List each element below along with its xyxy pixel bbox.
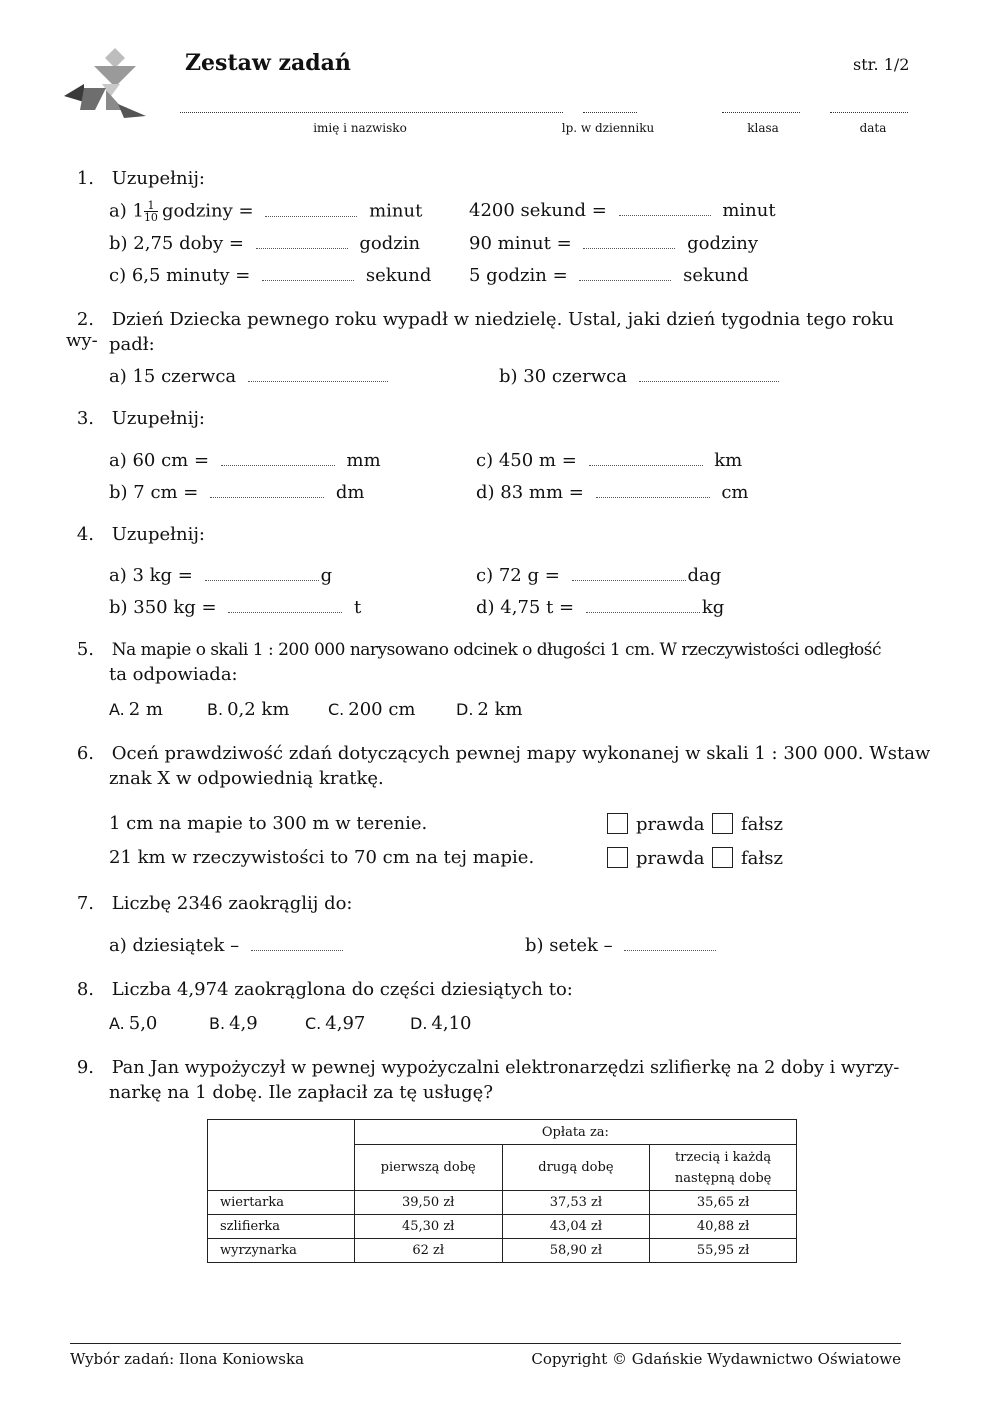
table-cell: 39,50 zł <box>354 1191 502 1215</box>
question-number: 5. <box>76 639 94 660</box>
fraction: $\frac{1}{10}$ <box>143 199 158 224</box>
table-cell: 45,30 zł <box>354 1215 502 1239</box>
checkbox[interactable] <box>712 847 733 868</box>
question-prompt-line-2: ta odpowiada: <box>109 664 238 685</box>
question-prompt: Uzupełnij: <box>111 168 205 189</box>
question-number: 7. <box>76 893 94 914</box>
q7-answer-b: b) setek – <box>525 935 716 956</box>
q5-option-a[interactable]: A. 2 m <box>109 699 163 720</box>
q5-option-d[interactable]: D. 2 km <box>456 699 523 720</box>
answer-blank[interactable] <box>572 566 686 581</box>
table-row <box>208 1239 797 1263</box>
question-1 <box>66 168 205 189</box>
q7-answer-a: a) dziesiątek – <box>109 935 343 956</box>
answer-blank[interactable] <box>256 234 348 249</box>
class-number-field-line[interactable] <box>583 112 637 113</box>
column-header: drugą dobę <box>502 1145 650 1191</box>
question-prompt-line-2: znak X w odpowiednią kratkę. <box>109 768 384 789</box>
q1-row-b-left: b) 2,75 doby = godzin <box>109 233 421 254</box>
answer-blank[interactable] <box>248 367 388 382</box>
answer-blank[interactable] <box>639 367 779 382</box>
question-number: 9. <box>76 1057 94 1078</box>
q8-option-c[interactable]: C. 4,97 <box>305 1013 366 1034</box>
answer-blank[interactable] <box>251 936 343 951</box>
q5-option-c[interactable]: C. 200 cm <box>328 699 416 720</box>
footer-copyright: Copyright © Gdańskie Wydawnictwo Oświatowe <box>531 1350 901 1368</box>
class-field-label: klasa <box>747 121 779 135</box>
rental-fees-table <box>207 1119 797 1263</box>
question-prompt-line-2: padł: <box>109 334 155 355</box>
table-row <box>208 1215 797 1239</box>
answer-blank[interactable] <box>210 483 324 498</box>
q6-statement-2-false[interactable]: fałsz <box>712 847 783 869</box>
q3-item-b: b) 7 cm = dm <box>109 482 365 503</box>
q2-answer-b: b) 30 czerwca <box>499 366 779 387</box>
column-header: trzecią i każdą następną dobę <box>650 1145 797 1191</box>
question-prompt-line-1: Oceń prawdziwość zdań dotyczących pewnej mapy wykonanej w skali 1 : 300 000. Wstaw <box>111 743 931 764</box>
row-label: wiertarka <box>208 1191 355 1215</box>
table-corner-cell <box>208 1120 355 1191</box>
row-label: wyrzynarka <box>208 1239 355 1263</box>
q1-row-c-right: 5 godzin = sekund <box>469 265 749 286</box>
question-number: 3. <box>76 408 94 429</box>
answer-blank[interactable] <box>596 483 710 498</box>
page-number: str. 1/2 <box>853 55 910 74</box>
column-header: pierwszą dobę <box>354 1145 502 1191</box>
table-group-header: Opłata za: <box>354 1120 796 1145</box>
table-cell: 58,90 zł <box>502 1239 650 1263</box>
question-prompt: Uzupełnij: <box>111 408 205 429</box>
table-cell: 40,88 zł <box>650 1215 797 1239</box>
answer-blank[interactable] <box>265 202 357 217</box>
q4-item-c: c) 72 g = dag <box>476 565 722 586</box>
q6-statement-1-false[interactable]: fałsz <box>712 813 783 835</box>
q1-row-c-left: c) 6,5 minuty = sekund <box>109 265 432 286</box>
question-9 <box>66 1057 946 1078</box>
table-cell: 43,04 zł <box>502 1215 650 1239</box>
q8-option-b[interactable]: B. 4,9 <box>209 1013 258 1034</box>
q8-option-a[interactable]: A. 5,0 <box>109 1013 158 1034</box>
question-8 <box>66 979 573 1000</box>
question-prompt-line-1: Na mapie o skali 1 : 200 000 narysowano odcinek o długości 1 cm. W rzeczywistości odległość <box>111 640 881 660</box>
checkbox[interactable] <box>607 847 628 868</box>
table-row <box>208 1191 797 1215</box>
question-prompt: Liczbę 2346 zaokrąglij do: <box>111 893 353 914</box>
question-number: 6. <box>76 743 94 764</box>
q1-row-a-right: 4200 sekund = minut <box>469 200 776 221</box>
checkbox[interactable] <box>712 813 733 834</box>
question-number: 1. <box>76 168 94 189</box>
date-field-line[interactable] <box>830 112 908 113</box>
row-label: szlifierka <box>208 1215 355 1239</box>
question-prompt-line-1: Dzień Dziecka pewnego roku wypadł w niedzielę. Ustal, jaki dzień tygodnia tego roku wy- <box>66 309 895 351</box>
answer-blank[interactable] <box>262 266 354 281</box>
q3-item-c: c) 450 m = km <box>476 450 743 471</box>
q4-item-d: d) 4,75 t = kg <box>476 597 725 618</box>
table-cell: 35,65 zł <box>650 1191 797 1215</box>
q6-statement-2-true[interactable]: prawda <box>607 847 705 869</box>
q2-answer-a: a) 15 czerwca <box>109 366 388 387</box>
q4-item-a: a) 3 kg = g <box>109 565 333 586</box>
table-cell: 62 zł <box>354 1239 502 1263</box>
question-prompt-line-2: narkę na 1 dobę. Ile zapłacił za tę usługę? <box>109 1082 493 1103</box>
question-5 <box>66 639 946 660</box>
question-prompt: Liczba 4,974 zaokrąglona do części dziesiątych to: <box>111 979 573 1000</box>
question-prompt: Uzupełnij: <box>111 524 205 545</box>
question-3 <box>66 408 205 429</box>
name-field-label: imię i nazwisko <box>313 121 407 135</box>
answer-blank[interactable] <box>579 266 671 281</box>
q3-item-d: d) 83 mm = cm <box>476 482 749 503</box>
table-cell: 55,95 zł <box>650 1239 797 1263</box>
date-field-label: data <box>859 121 887 135</box>
class-number-field-label: lp. w dzienniku <box>561 121 655 135</box>
question-7 <box>66 893 353 914</box>
page-title: Zestaw zadań <box>185 50 351 76</box>
q5-option-b[interactable]: B. 0,2 km <box>207 699 290 720</box>
q6-statement-1: 1 cm na mapie to 300 m w terenie. <box>109 813 428 834</box>
question-6 <box>66 743 946 764</box>
question-4 <box>66 524 205 545</box>
answer-blank[interactable] <box>583 234 675 249</box>
q3-item-a: a) 60 cm = mm <box>109 450 381 471</box>
class-field-line[interactable] <box>722 112 800 113</box>
footer-author: Wybór zadań: Ilona Koniowska <box>70 1350 305 1368</box>
q6-statement-1-true[interactable]: prawda <box>607 813 705 835</box>
q1-row-a-left: a) 1 $\frac{1}{10}$ godziny = minut <box>109 199 423 224</box>
q6-statement-2: 21 km w rzeczywistości to 70 cm na tej mapie. <box>109 847 535 868</box>
name-field-line[interactable] <box>180 112 563 113</box>
question-number: 2. <box>76 309 94 330</box>
answer-blank[interactable] <box>589 451 703 466</box>
answer-blank[interactable] <box>624 936 716 951</box>
publisher-logo <box>62 44 152 122</box>
checkbox[interactable] <box>607 813 628 834</box>
answer-blank[interactable] <box>228 598 342 613</box>
q8-option-d[interactable]: D. 4,10 <box>410 1013 472 1034</box>
answer-blank[interactable] <box>205 566 319 581</box>
answer-blank[interactable] <box>586 598 700 613</box>
question-number: 8. <box>76 979 94 1000</box>
question-2 <box>66 309 906 351</box>
answer-blank[interactable] <box>619 201 711 216</box>
answer-blank[interactable] <box>221 451 335 466</box>
question-prompt-line-1: Pan Jan wypożyczył w pewnej wypożyczalni elektronarzędzi szlifierkę na 2 doby i wyrzy- <box>111 1058 900 1078</box>
question-number: 4. <box>76 524 94 545</box>
q1-row-b-right: 90 minut = godziny <box>469 233 759 254</box>
footer-divider <box>70 1343 901 1344</box>
table-cell: 37,53 zł <box>502 1191 650 1215</box>
q4-item-b: b) 350 kg = t <box>109 597 362 618</box>
